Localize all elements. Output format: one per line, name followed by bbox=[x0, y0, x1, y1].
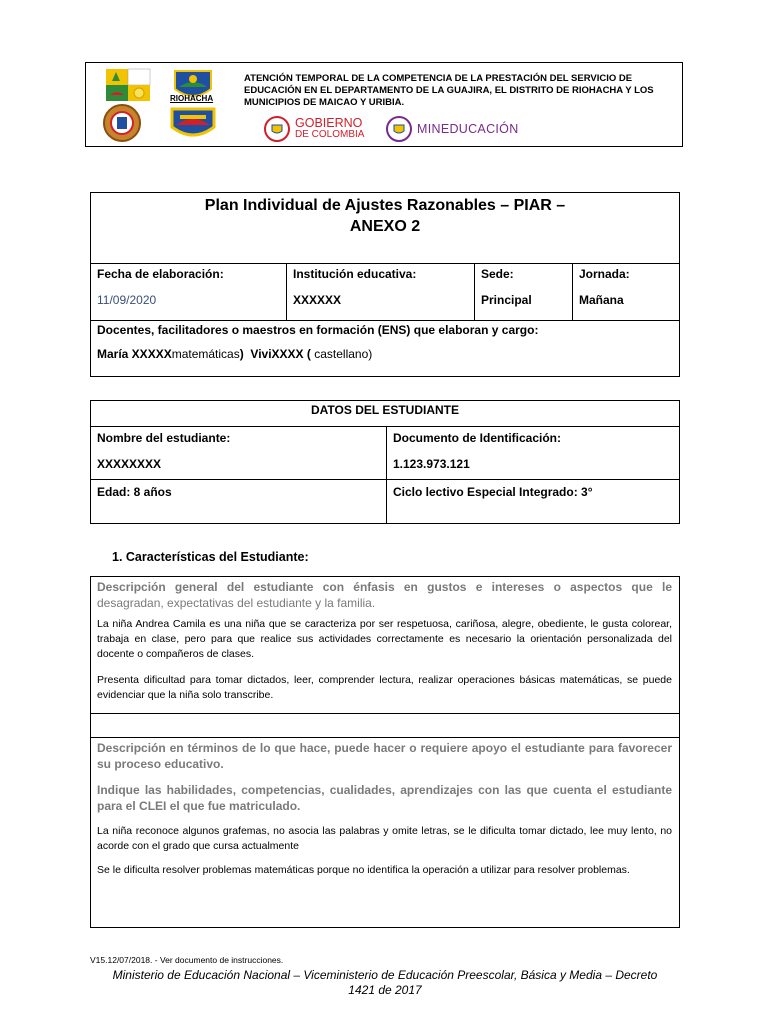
docente1-role: matemáticas bbox=[171, 347, 240, 361]
footer-line2: 1421 de 2017 bbox=[348, 983, 422, 997]
plan-info-table bbox=[90, 192, 680, 377]
footer-version: V15.12/07/2018. - Ver documento de instrucciones. bbox=[90, 955, 284, 965]
colombia-crest-icon bbox=[386, 116, 412, 142]
riohacha-label: RIOHACHA bbox=[170, 94, 214, 103]
sede-value: Principal bbox=[481, 293, 532, 307]
nombre-label: Nombre del estudiante: bbox=[97, 431, 231, 445]
gobierno-line1: GOBIERNO bbox=[295, 116, 363, 130]
fecha-value: 11/09/2020 bbox=[97, 293, 157, 307]
nombre-value: XXXXXXXX bbox=[97, 457, 162, 471]
desc2: Descripción en términos de lo que hace, puede hacer o requiere apoyo el estudiante para favorecer su proceso educativo. bbox=[97, 741, 672, 771]
docente2-role: castellano) bbox=[310, 347, 373, 361]
fecha-label: Fecha de elaboración: bbox=[97, 267, 224, 281]
section-title-caracteristicas: 1. Características del Estudiante: bbox=[112, 550, 309, 564]
mineducacion-text: MINEDUCACIÓN bbox=[417, 122, 519, 136]
footer-line1: Ministerio de Educación Nacional – Viceministerio de Educación Preescolar, Básica y Media – Decreto bbox=[112, 968, 658, 982]
desc3: Indique las habilidades, competencias, cualidades, aprendizajes con las que cuenta el estudiante para el CLEI el que fue matriculado. bbox=[97, 783, 672, 813]
para4: Se le dificulta resolver problemas matemáticas porque no identifica la operación a utilizar para resolver problemas. bbox=[97, 864, 630, 876]
docente2-name: ViviXXXX ( bbox=[250, 347, 311, 361]
institucion-label: Institución educativa: bbox=[293, 267, 417, 281]
docentes-label: Docentes, facilitadores o maestros en formación (ENS) que elaboran y cargo: bbox=[97, 323, 539, 337]
plan-title-line2: ANEXO 2 bbox=[349, 218, 421, 235]
desc1-rest: desagradan, expectativas del estudiante y la familia. bbox=[97, 596, 376, 610]
gobierno-line2: DE COLOMBIA bbox=[295, 129, 365, 140]
para2: Presenta dificultad para tomar dictados, leer, comprender lectura, realizar operaciones básicas matemáticas, se puede evidenciar que la niña solo transcribe. bbox=[97, 674, 672, 701]
round-seal-logo bbox=[102, 103, 142, 143]
jornada-label: Jornada: bbox=[579, 267, 630, 281]
student-data-table bbox=[90, 400, 680, 524]
plan-title-line1: Plan Individual de Ajustes Razonables – PIAR – bbox=[204, 197, 566, 214]
caracteristicas-table bbox=[90, 576, 680, 928]
colombia-crest-icon bbox=[264, 116, 290, 142]
docente1-close: ) bbox=[239, 347, 244, 361]
documento-value: 1.123.973.121 bbox=[393, 457, 470, 471]
desc1-bold: Descripción general del estudiante con énfasis en gustos e intereses o aspectos que le bbox=[97, 580, 672, 594]
para3: La niña reconoce algunos grafemas, no asocia las palabras y omite letras, se le dificulta tomar dictado, lee muy lento, no acorde con el grado que cursa actualmente bbox=[97, 825, 672, 852]
sede-label: Sede: bbox=[481, 267, 514, 281]
datos-title: DATOS DEL ESTUDIANTE bbox=[310, 403, 459, 417]
mineducacion-logo bbox=[386, 115, 519, 143]
edad-value: Edad: 8 años bbox=[97, 485, 172, 499]
footer-text bbox=[90, 968, 680, 998]
docentes-value bbox=[97, 347, 372, 361]
institucion-value: XXXXXX bbox=[293, 293, 342, 307]
gobierno-logo bbox=[264, 115, 364, 143]
desc1 bbox=[97, 579, 672, 611]
para1: La niña Andrea Camila es una niña que se caracteriza por ser respetuosa, cariñosa, alegre, obediente, le gusta colorear, trabaja en clase, pero para que realice sus actividades correctamente es necesario la orientación personalizada del docente o compañeros de clases. bbox=[97, 618, 672, 660]
documento-label: Documento de Identificación: bbox=[393, 431, 562, 445]
jornada-value: Mañana bbox=[579, 293, 624, 307]
header-text: ATENCIÓN TEMPORAL DE LA COMPETENCIA DE LA PRESTACIÓN DEL SERVICIO DE EDUCACIÓN EN EL DEPARTAMENTO DE LA GUAJIRA, EL DISTRITO DE RIOHACHA Y LOS MUNICIPIOS DE MAICAO Y URIBIA. bbox=[244, 73, 654, 108]
ciclo-value: Ciclo lectivo Especial Integrado: 3° bbox=[393, 485, 593, 499]
municipal-shield-logo bbox=[168, 105, 218, 143]
docente1-name: María XXXXX bbox=[97, 347, 172, 361]
plan-title bbox=[91, 195, 679, 237]
document-header bbox=[85, 62, 683, 147]
guajira-shield-logo bbox=[104, 67, 156, 103]
